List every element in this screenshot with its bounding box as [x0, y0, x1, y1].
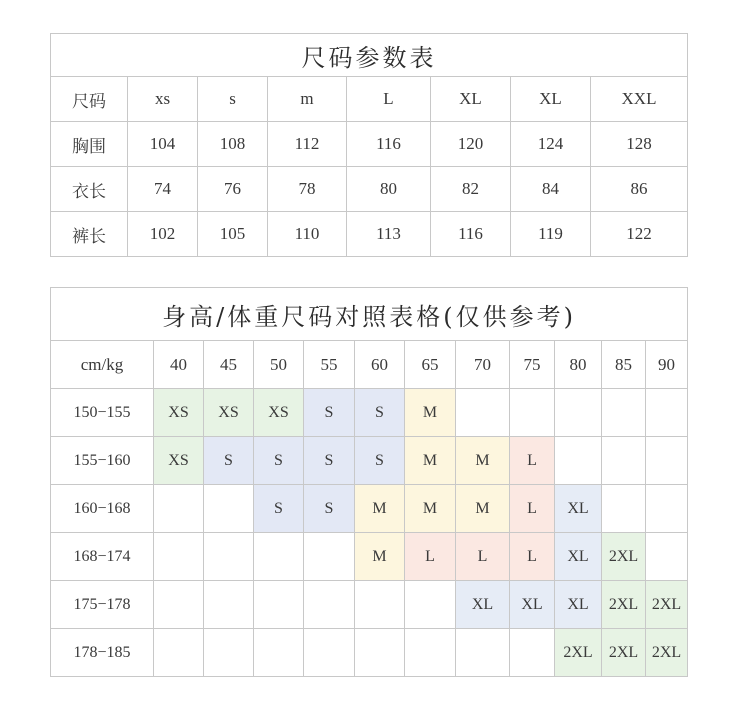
size-cell: XL: [456, 581, 510, 629]
empty-cell: [154, 485, 204, 533]
size-cell: S: [304, 437, 355, 485]
size-cell: 2XL: [602, 629, 646, 677]
table-cell: 82: [431, 167, 511, 212]
table-cell: 74: [128, 167, 198, 212]
table-row: [51, 122, 688, 167]
weight-header: 40: [154, 341, 204, 389]
empty-cell: [154, 581, 204, 629]
empty-cell: [555, 389, 602, 437]
table-row: [51, 389, 688, 437]
header-cell: XL: [431, 77, 511, 122]
size-cell: L: [510, 437, 555, 485]
weight-header: 65: [405, 341, 456, 389]
header-cell: xs: [128, 77, 198, 122]
empty-cell: [602, 485, 646, 533]
size-cell: M: [405, 389, 456, 437]
weight-header: 70: [456, 341, 510, 389]
table-cell: 116: [431, 212, 511, 257]
empty-cell: [254, 581, 304, 629]
empty-cell: [405, 581, 456, 629]
empty-cell: [405, 629, 456, 677]
table-cell: 122: [591, 212, 688, 257]
empty-cell: [304, 533, 355, 581]
size-cell: XL: [555, 581, 602, 629]
empty-cell: [602, 389, 646, 437]
empty-cell: [646, 437, 688, 485]
header-cell: XXL: [591, 77, 688, 122]
size-cell: M: [456, 485, 510, 533]
size-cell: M: [355, 485, 405, 533]
header-cell: 尺码: [51, 77, 128, 122]
empty-cell: [154, 533, 204, 581]
table-cell: 116: [347, 122, 431, 167]
table-cell: 86: [591, 167, 688, 212]
header-cell: XL: [511, 77, 591, 122]
corner-label: cm/kg: [51, 341, 154, 389]
table-cell: 76: [198, 167, 268, 212]
table-cell: 112: [268, 122, 347, 167]
empty-cell: [204, 533, 254, 581]
table-cell: 84: [511, 167, 591, 212]
weight-header: 80: [555, 341, 602, 389]
empty-cell: [646, 533, 688, 581]
height-range-label: 168−174: [51, 533, 154, 581]
empty-cell: [254, 629, 304, 677]
size-cell: S: [355, 389, 405, 437]
header-cell: s: [198, 77, 268, 122]
table-cell: 119: [511, 212, 591, 257]
empty-cell: [555, 437, 602, 485]
empty-cell: [602, 437, 646, 485]
empty-cell: [646, 389, 688, 437]
size-cell: XS: [154, 437, 204, 485]
table-cell: 108: [198, 122, 268, 167]
row-label: 胸围: [51, 122, 128, 167]
size-cell: XS: [254, 389, 304, 437]
weight-header: 60: [355, 341, 405, 389]
size-cell: S: [254, 485, 304, 533]
table-row: [51, 533, 688, 581]
size-cell: M: [405, 485, 456, 533]
table-cell: 78: [268, 167, 347, 212]
fit-table-body: [51, 389, 688, 677]
size-cell: XL: [510, 581, 555, 629]
weight-header: 50: [254, 341, 304, 389]
empty-cell: [355, 629, 405, 677]
size-cell: XS: [154, 389, 204, 437]
size-cell: M: [355, 533, 405, 581]
table-row: [51, 485, 688, 533]
empty-cell: [456, 389, 510, 437]
empty-cell: [254, 533, 304, 581]
height-weight-size-table: [50, 287, 688, 677]
empty-cell: [510, 629, 555, 677]
fit-table-header-row: [51, 341, 688, 389]
weight-header: 55: [304, 341, 355, 389]
size-cell: M: [456, 437, 510, 485]
table-row: [51, 437, 688, 485]
size-cell: S: [304, 485, 355, 533]
table-cell: 113: [347, 212, 431, 257]
empty-cell: [646, 485, 688, 533]
table-cell: 128: [591, 122, 688, 167]
empty-cell: [304, 629, 355, 677]
size-cell: 2XL: [602, 581, 646, 629]
height-range-label: 150−155: [51, 389, 154, 437]
table-row: [51, 629, 688, 677]
table-cell: 104: [128, 122, 198, 167]
table-cell: 102: [128, 212, 198, 257]
table-cell: 80: [347, 167, 431, 212]
size-cell: XL: [555, 533, 602, 581]
weight-header: 90: [646, 341, 688, 389]
weight-header: 75: [510, 341, 555, 389]
empty-cell: [456, 629, 510, 677]
height-range-label: 155−160: [51, 437, 154, 485]
size-cell: L: [456, 533, 510, 581]
empty-cell: [204, 581, 254, 629]
size-cell: 2XL: [602, 533, 646, 581]
size-cell: 2XL: [555, 629, 602, 677]
size-parameter-table: [50, 33, 688, 257]
empty-cell: [204, 485, 254, 533]
size-cell: S: [204, 437, 254, 485]
weight-header: 85: [602, 341, 646, 389]
table-cell: 120: [431, 122, 511, 167]
weight-header: 45: [204, 341, 254, 389]
empty-cell: [304, 581, 355, 629]
height-range-label: 175−178: [51, 581, 154, 629]
empty-cell: [355, 581, 405, 629]
fit-table-title: 身高/体重尺码对照表格(仅供参考): [51, 288, 688, 341]
size-cell: M: [405, 437, 456, 485]
table-cell: 105: [198, 212, 268, 257]
row-label: 衣长: [51, 167, 128, 212]
table-cell: 124: [511, 122, 591, 167]
size-cell: L: [510, 485, 555, 533]
size-cell: 2XL: [646, 581, 688, 629]
height-range-label: 160−168: [51, 485, 154, 533]
table-cell: 110: [268, 212, 347, 257]
size-table-header-row: [51, 77, 688, 122]
empty-cell: [510, 389, 555, 437]
size-cell: S: [355, 437, 405, 485]
table-row: [51, 212, 688, 257]
size-cell: S: [304, 389, 355, 437]
header-cell: m: [268, 77, 347, 122]
table-row: [51, 581, 688, 629]
size-cell: 2XL: [646, 629, 688, 677]
size-cell: S: [254, 437, 304, 485]
size-cell: L: [405, 533, 456, 581]
size-table-title: 尺码参数表: [51, 34, 688, 77]
table-row: [51, 167, 688, 212]
empty-cell: [154, 629, 204, 677]
header-cell: L: [347, 77, 431, 122]
size-cell: L: [510, 533, 555, 581]
row-label: 裤长: [51, 212, 128, 257]
size-cell: XL: [555, 485, 602, 533]
empty-cell: [204, 629, 254, 677]
height-range-label: 178−185: [51, 629, 154, 677]
size-cell: XS: [204, 389, 254, 437]
